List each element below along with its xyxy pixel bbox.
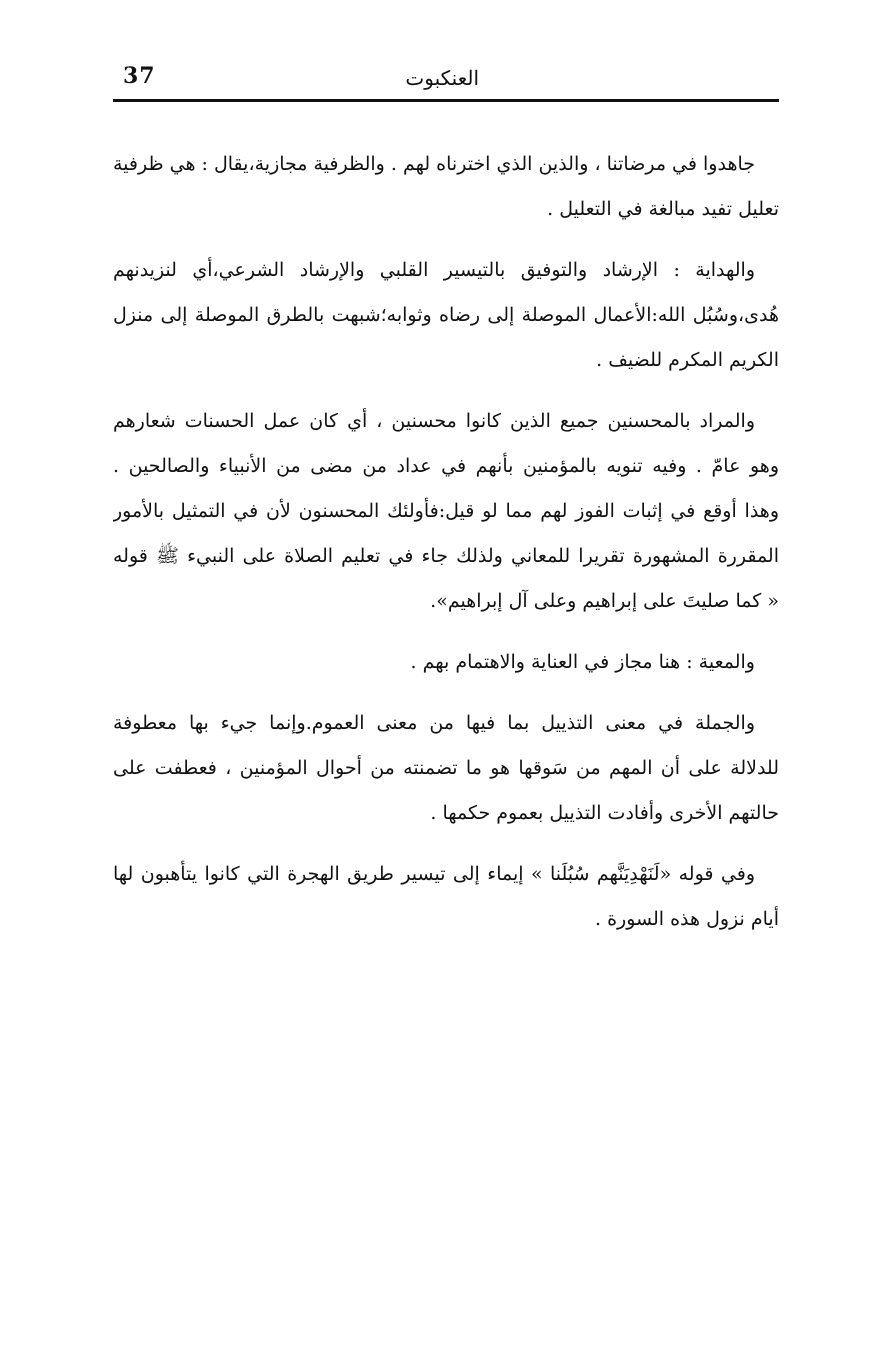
text-line: تعليل تفيد مبالغة في التعليل . [547,198,779,220]
text-line: حالتهم الأخرى وأفادت التذييل بعموم حكمها . [430,802,779,824]
paragraph [113,640,779,685]
text-line: « كما صليتَ على إبراهيم وعلى آل إبراهيم». [430,590,779,612]
paragraph [113,142,779,232]
text-line: والمعية : هنا مجاز في العناية والاهتمام بهم . [410,651,755,673]
paragraph [113,248,779,383]
chapter-title: العنكبوت [405,66,479,90]
page-number: 37 [123,63,156,89]
text-line: للدلالة على أن المهم من سَوقها هو ما تضمنته من أحوال المؤمنين ، فعطفت على [113,757,779,779]
text-line: وهو عامّ . وفيه تنويه بالمؤمنين بأنهم في عداد من مضى من الأنبياء والصالحين . [113,455,779,477]
paragraph [113,852,779,942]
running-header [113,58,779,98]
text-line: والهداية : الإرشاد والتوفيق بالتيسير القلبي والإرشاد الشرعي،أي لنزيدنهم [113,259,755,281]
text-line: والمراد بالمحسنين جميع الذين كانوا محسنين ، أي كان عمل الحسنات شعارهم [113,410,755,432]
text-line: الكريم المكرم للضيف . [596,349,779,371]
body-text [113,142,779,958]
text-line: وفي قوله «لَنَهْدِيَنَّهم سُبُلَنا » إيماء إلى تيسير طريق الهجرة التي كانوا يتأهبون لها [113,863,755,885]
text-line: المقررة المشهورة تقريرا للمعاني ولذلك جاء في تعليم الصلاة على النبيء ﷺ قوله [113,545,779,567]
text-line: وهذا أوقع في إثبات الفوز لهم مما لو قيل:فأولئك المحسنون لأن في التمثيل بالأمور [113,500,779,522]
paragraph [113,399,779,624]
text-line: والجملة في معنى التذييل بما فيها من معنى العموم.وإنما جيء بها معطوفة [113,712,755,734]
text-line: أيام نزول هذه السورة . [595,908,779,930]
text-line: هُدى،وسُبُل الله:الأعمال الموصلة إلى رضاه وثوابه؛شبهت بالطرق الموصلة إلى منزل [113,304,779,326]
paragraph [113,701,779,836]
text-line: جاهدوا في مرضاتنا ، والذين الذي اخترناه لهم . والظرفية مجازية،يقال : هي ظرفية [113,153,755,175]
header-rule [113,99,779,102]
